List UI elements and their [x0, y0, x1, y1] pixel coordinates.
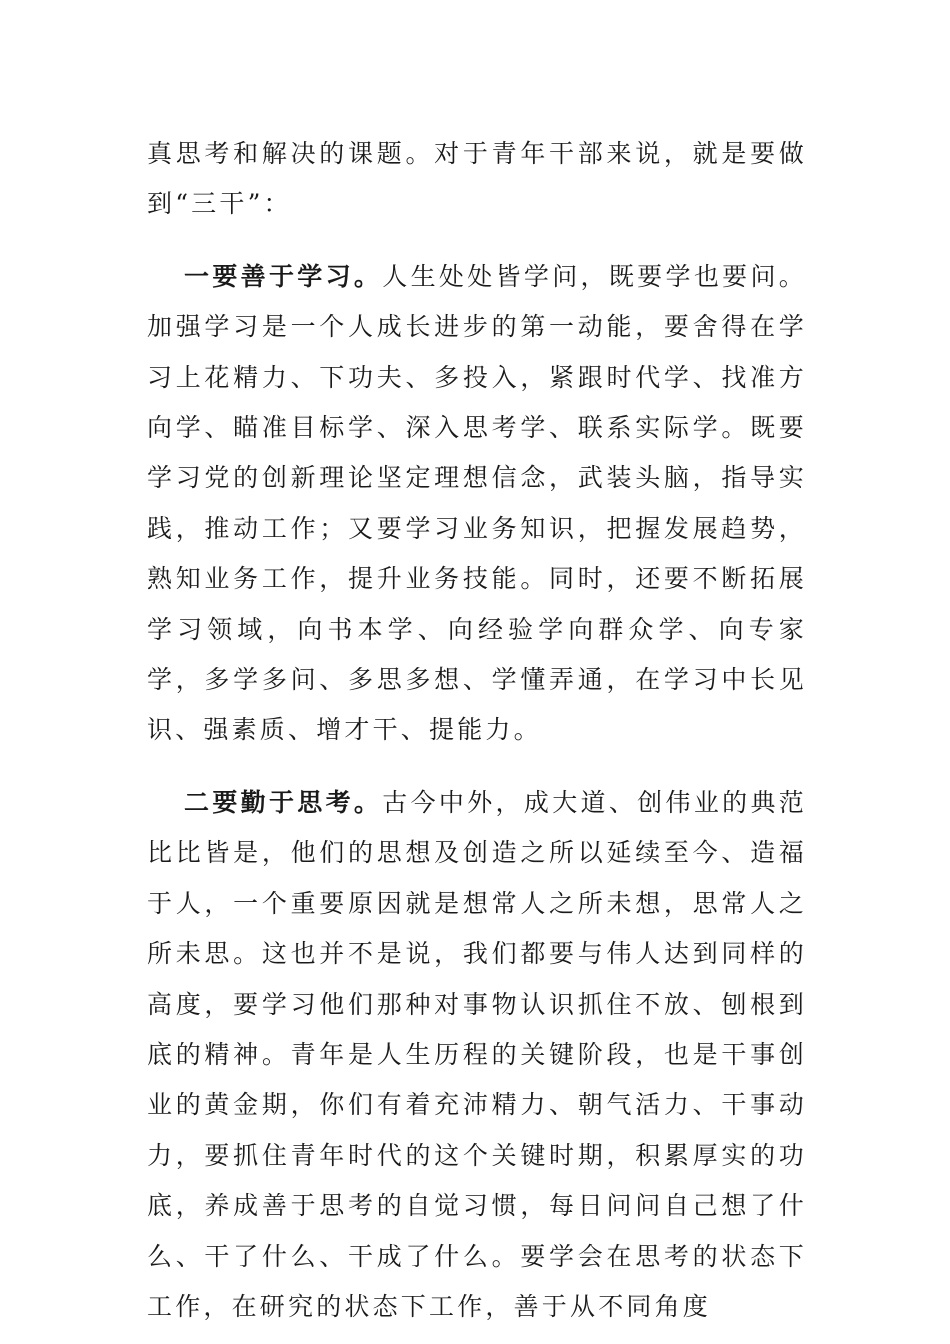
paragraph-gap [147, 230, 807, 252]
intro-paragraph: 真思考和解决的课题。对于青年干部来说，就是要做到“三干”： [147, 139, 807, 219]
paragraph-thinking [147, 778, 807, 1332]
paragraph-lead: 一要善于学习。 [184, 261, 383, 291]
paragraph-text: 人生处处皆学问，既要学也要问。加强学习是一个人成长进步的第一动能，要舍得在学习上花精力、下功夫、多投入，紧跟时代学、找准方向学、瞄准目标学、深入思考学、联系实际学。既要学习党的创新理论坚定理想信念，武装头脑，指导实践，推动工作；又要学习业务知识，把握发展趋势，熟知业务工作，提升业务技能。同时，还要不断拓展学习领域，向书本学、向经验学向群众学、向专家学，多学多问、多思多想、学懂弄通，在学习中长见识、强素质、增才干、提能力。 [147, 261, 807, 745]
paragraph-lead: 二要勤于思考。 [184, 787, 383, 817]
paragraph-text: 古今中外，成大道、创伟业的典范比比皆是，他们的思想及创造之所以延续至今、造福于人，一个重要原因就是想常人之所未想，思常人之所未思。这也并不是说，我们都要与伟人达到同样的高度，要学习他们那种对事物认识抓住不放、刨根到底的精神。青年是人生历程的关键阶段，也是干事创业的黄金期，你们有着充沛精力、朝气活力、干事动力，要抓住青年时代的这个关键时期，积累厚实的功底，养成善于思考的自觉习惯，每日问问自己想了什么、干了什么、干成了什么。要学会在思考的状态下工作，在研究的状态下工作，善于从不同角度 [147, 787, 807, 1321]
paragraph-study [147, 252, 807, 756]
paragraph-gap [147, 756, 807, 778]
document-body [147, 129, 807, 1332]
